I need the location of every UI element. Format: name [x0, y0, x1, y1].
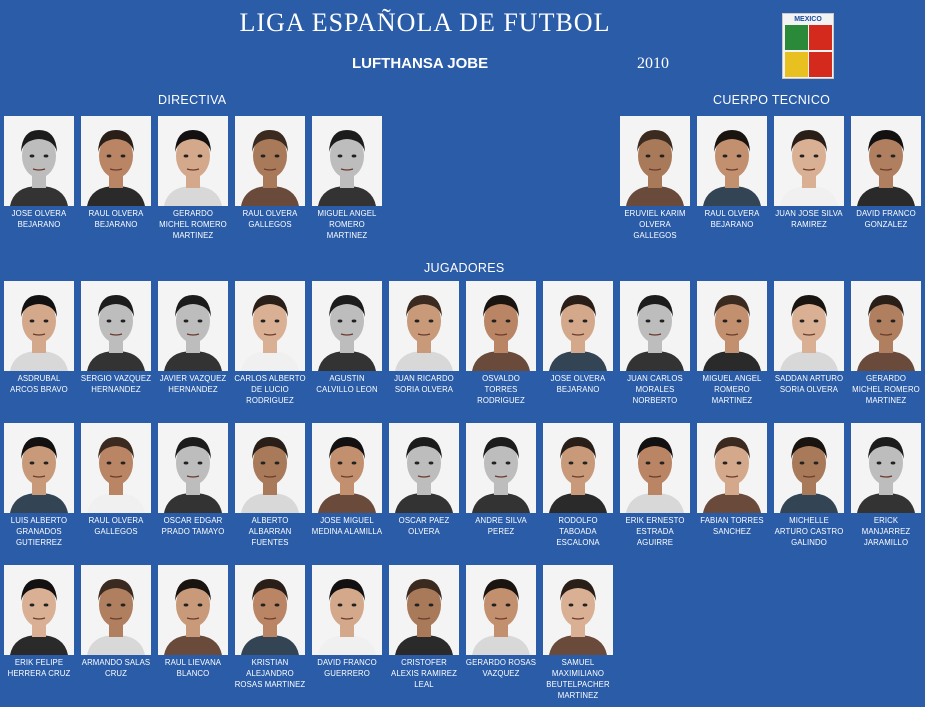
person-name: JAVIER VAZQUEZ HERNANDEZ [159, 374, 227, 394]
person-name: CRISTOFER ALEXIS RAMIREZ LEAL [391, 658, 457, 689]
person-name: DAVID FRANCO GONZALEZ [856, 209, 916, 229]
person-photo [312, 116, 382, 206]
person-name: AGUSTIN CALVILLO LEON [316, 374, 378, 394]
person-photo [235, 423, 305, 513]
person-photo [4, 116, 74, 206]
person-name: KRISTIAN ALEJANDRO ROSAS MARTINEZ [234, 658, 306, 689]
person-card [157, 565, 229, 679]
person-card [619, 116, 691, 241]
person-card [465, 423, 537, 537]
person-card [850, 423, 922, 548]
person-name: ERICK MANJARREZ JARAMILLO [861, 516, 911, 547]
person-name: JOSE MIGUEL MEDINA ALAMILLA [311, 516, 383, 536]
person-card [157, 423, 229, 537]
person-name: SADDAN ARTURO SORIA OLVERA [774, 374, 844, 394]
crest-quadrant [785, 52, 808, 77]
person-card [3, 565, 75, 679]
person-card [542, 423, 614, 548]
person-card [157, 116, 229, 241]
person-name: FABIAN TORRES SANCHEZ [700, 516, 764, 536]
person-name: RAUL OLVERA GALLEGOS [88, 516, 144, 536]
person-photo [235, 281, 305, 371]
person-photo [312, 565, 382, 655]
person-name: ALBERTO ALBARRAN FUENTES [248, 516, 292, 547]
person-photo [851, 423, 921, 513]
person-photo [81, 281, 151, 371]
person-photo [389, 281, 459, 371]
person-card [619, 423, 691, 548]
person-name: JUAN RICARDO SORIA OLVERA [394, 374, 454, 394]
person-photo [774, 116, 844, 206]
person-card [3, 116, 75, 230]
person-name: SERGIO VAZQUEZ HERNANDEZ [80, 374, 152, 394]
person-photo [81, 116, 151, 206]
person-card [388, 565, 460, 690]
person-card [696, 281, 768, 406]
page-title: LIGA ESPAÑOLA DE FUTBOL [239, 8, 611, 37]
person-card [696, 423, 768, 537]
club-crest-logo [782, 13, 834, 79]
person-photo [158, 423, 228, 513]
person-photo [4, 565, 74, 655]
person-name: JOSE OLVERA BEJARANO [550, 374, 606, 394]
person-name: ANDRE SILVA PEREZ [475, 516, 527, 536]
person-card [311, 423, 383, 537]
person-photo [389, 565, 459, 655]
person-card [80, 281, 152, 395]
person-name: ERIK FELIPE HERRERA CRUZ [7, 658, 71, 678]
person-name: GERARDO ROSAS VAZQUEZ [465, 658, 537, 678]
person-photo [697, 281, 767, 371]
person-card [234, 565, 306, 690]
person-name: RODOLFO TABOADA ESCALONA [556, 516, 600, 547]
person-photo [235, 116, 305, 206]
person-name: MIGUEL ANGEL ROMERO MARTINEZ [317, 209, 377, 240]
person-name: JUAN JOSE SILVA RAMIREZ [775, 209, 843, 229]
person-card [773, 116, 845, 230]
person-photo [774, 281, 844, 371]
person-name: ERUVIEL KARIM OLVERA GALLEGOS [624, 209, 686, 240]
person-card [850, 281, 922, 406]
person-photo [543, 423, 613, 513]
season-year: 2010 [637, 55, 669, 72]
person-name: ARMANDO SALAS CRUZ [81, 658, 151, 678]
section-directiva: DIRECTIVA [158, 93, 227, 107]
person-photo [543, 565, 613, 655]
person-card [850, 116, 922, 230]
person-name: CARLOS ALBERTO DE LUCIO RODRIGUEZ [234, 374, 306, 405]
person-photo [235, 565, 305, 655]
person-name: RAUL OLVERA BEJARANO [88, 209, 144, 229]
person-photo [466, 565, 536, 655]
person-photo [4, 423, 74, 513]
person-card [696, 116, 768, 230]
section-cuerpo-tecnico: CUERPO TECNICO [713, 93, 831, 107]
person-photo [620, 116, 690, 206]
person-card [157, 281, 229, 395]
person-card [80, 565, 152, 679]
person-card [388, 281, 460, 395]
person-name: LUIS ALBERTO GRANADOS GUTIERREZ [10, 516, 68, 547]
person-photo [697, 116, 767, 206]
person-photo [620, 423, 690, 513]
person-name: GERARDO MICHEL ROMERO MARTINEZ [852, 374, 920, 405]
person-card [3, 423, 75, 548]
person-name: ERIK ERNESTO ESTRADA AGUIRRE [625, 516, 685, 547]
person-card [388, 423, 460, 537]
person-card [311, 116, 383, 241]
person-photo [158, 565, 228, 655]
person-photo [466, 281, 536, 371]
team-name: LUFTHANSA JOBE [352, 55, 489, 72]
person-card [234, 423, 306, 548]
person-name: JOSE OLVERA BEJARANO [11, 209, 67, 229]
person-name: MIGUEL ANGEL ROMERO MARTINEZ [702, 374, 762, 405]
person-name: OSCAR EDGAR PRADO TAMAYO [161, 516, 225, 536]
person-photo [4, 281, 74, 371]
person-photo [312, 281, 382, 371]
person-name: JUAN CARLOS MORALES NORBERTO [627, 374, 683, 405]
person-card [619, 281, 691, 406]
person-name: RAUL LIEVANA BLANCO [164, 658, 222, 678]
person-card [234, 281, 306, 406]
person-card [773, 423, 845, 548]
person-card [465, 281, 537, 406]
crest-quadrant [785, 25, 808, 50]
person-photo [158, 281, 228, 371]
person-name: SAMUEL MAXIMILIANO BEUTELPACHER MARTINEZ [546, 658, 610, 700]
person-card [773, 281, 845, 395]
person-photo [697, 423, 767, 513]
person-photo [851, 116, 921, 206]
person-photo [158, 116, 228, 206]
person-card [3, 281, 75, 395]
person-photo [312, 423, 382, 513]
person-card [80, 423, 152, 537]
person-name: OSVALDO TORRES RODRIGUEZ [477, 374, 525, 405]
person-card [542, 281, 614, 395]
person-photo [466, 423, 536, 513]
person-photo [620, 281, 690, 371]
crest-label: MEXICO [794, 16, 822, 23]
person-card [465, 565, 537, 679]
section-jugadores: JUGADORES [424, 261, 505, 275]
person-card [80, 116, 152, 230]
person-card [311, 565, 383, 679]
crest-quadrant [809, 52, 832, 77]
person-card [234, 116, 306, 230]
person-photo [81, 565, 151, 655]
person-name: DAVID FRANCO GUERRERO [317, 658, 377, 678]
person-name: RAUL OLVERA BEJARANO [704, 209, 760, 229]
person-photo [389, 423, 459, 513]
person-card [311, 281, 383, 395]
person-photo [81, 423, 151, 513]
person-photo [851, 281, 921, 371]
person-name: GERARDO MICHEL ROMERO MARTINEZ [159, 209, 227, 240]
person-photo [543, 281, 613, 371]
person-name: MICHELLE ARTURO CASTRO GALINDO [774, 516, 844, 547]
person-card [542, 565, 614, 701]
crest-quadrant [809, 25, 832, 50]
person-photo [774, 423, 844, 513]
person-name: ASDRUBAL ARCOS BRAVO [10, 374, 68, 394]
person-name: OSCAR PAEZ OLVERA [398, 516, 450, 536]
person-name: RAUL OLVERA GALLEGOS [242, 209, 298, 229]
